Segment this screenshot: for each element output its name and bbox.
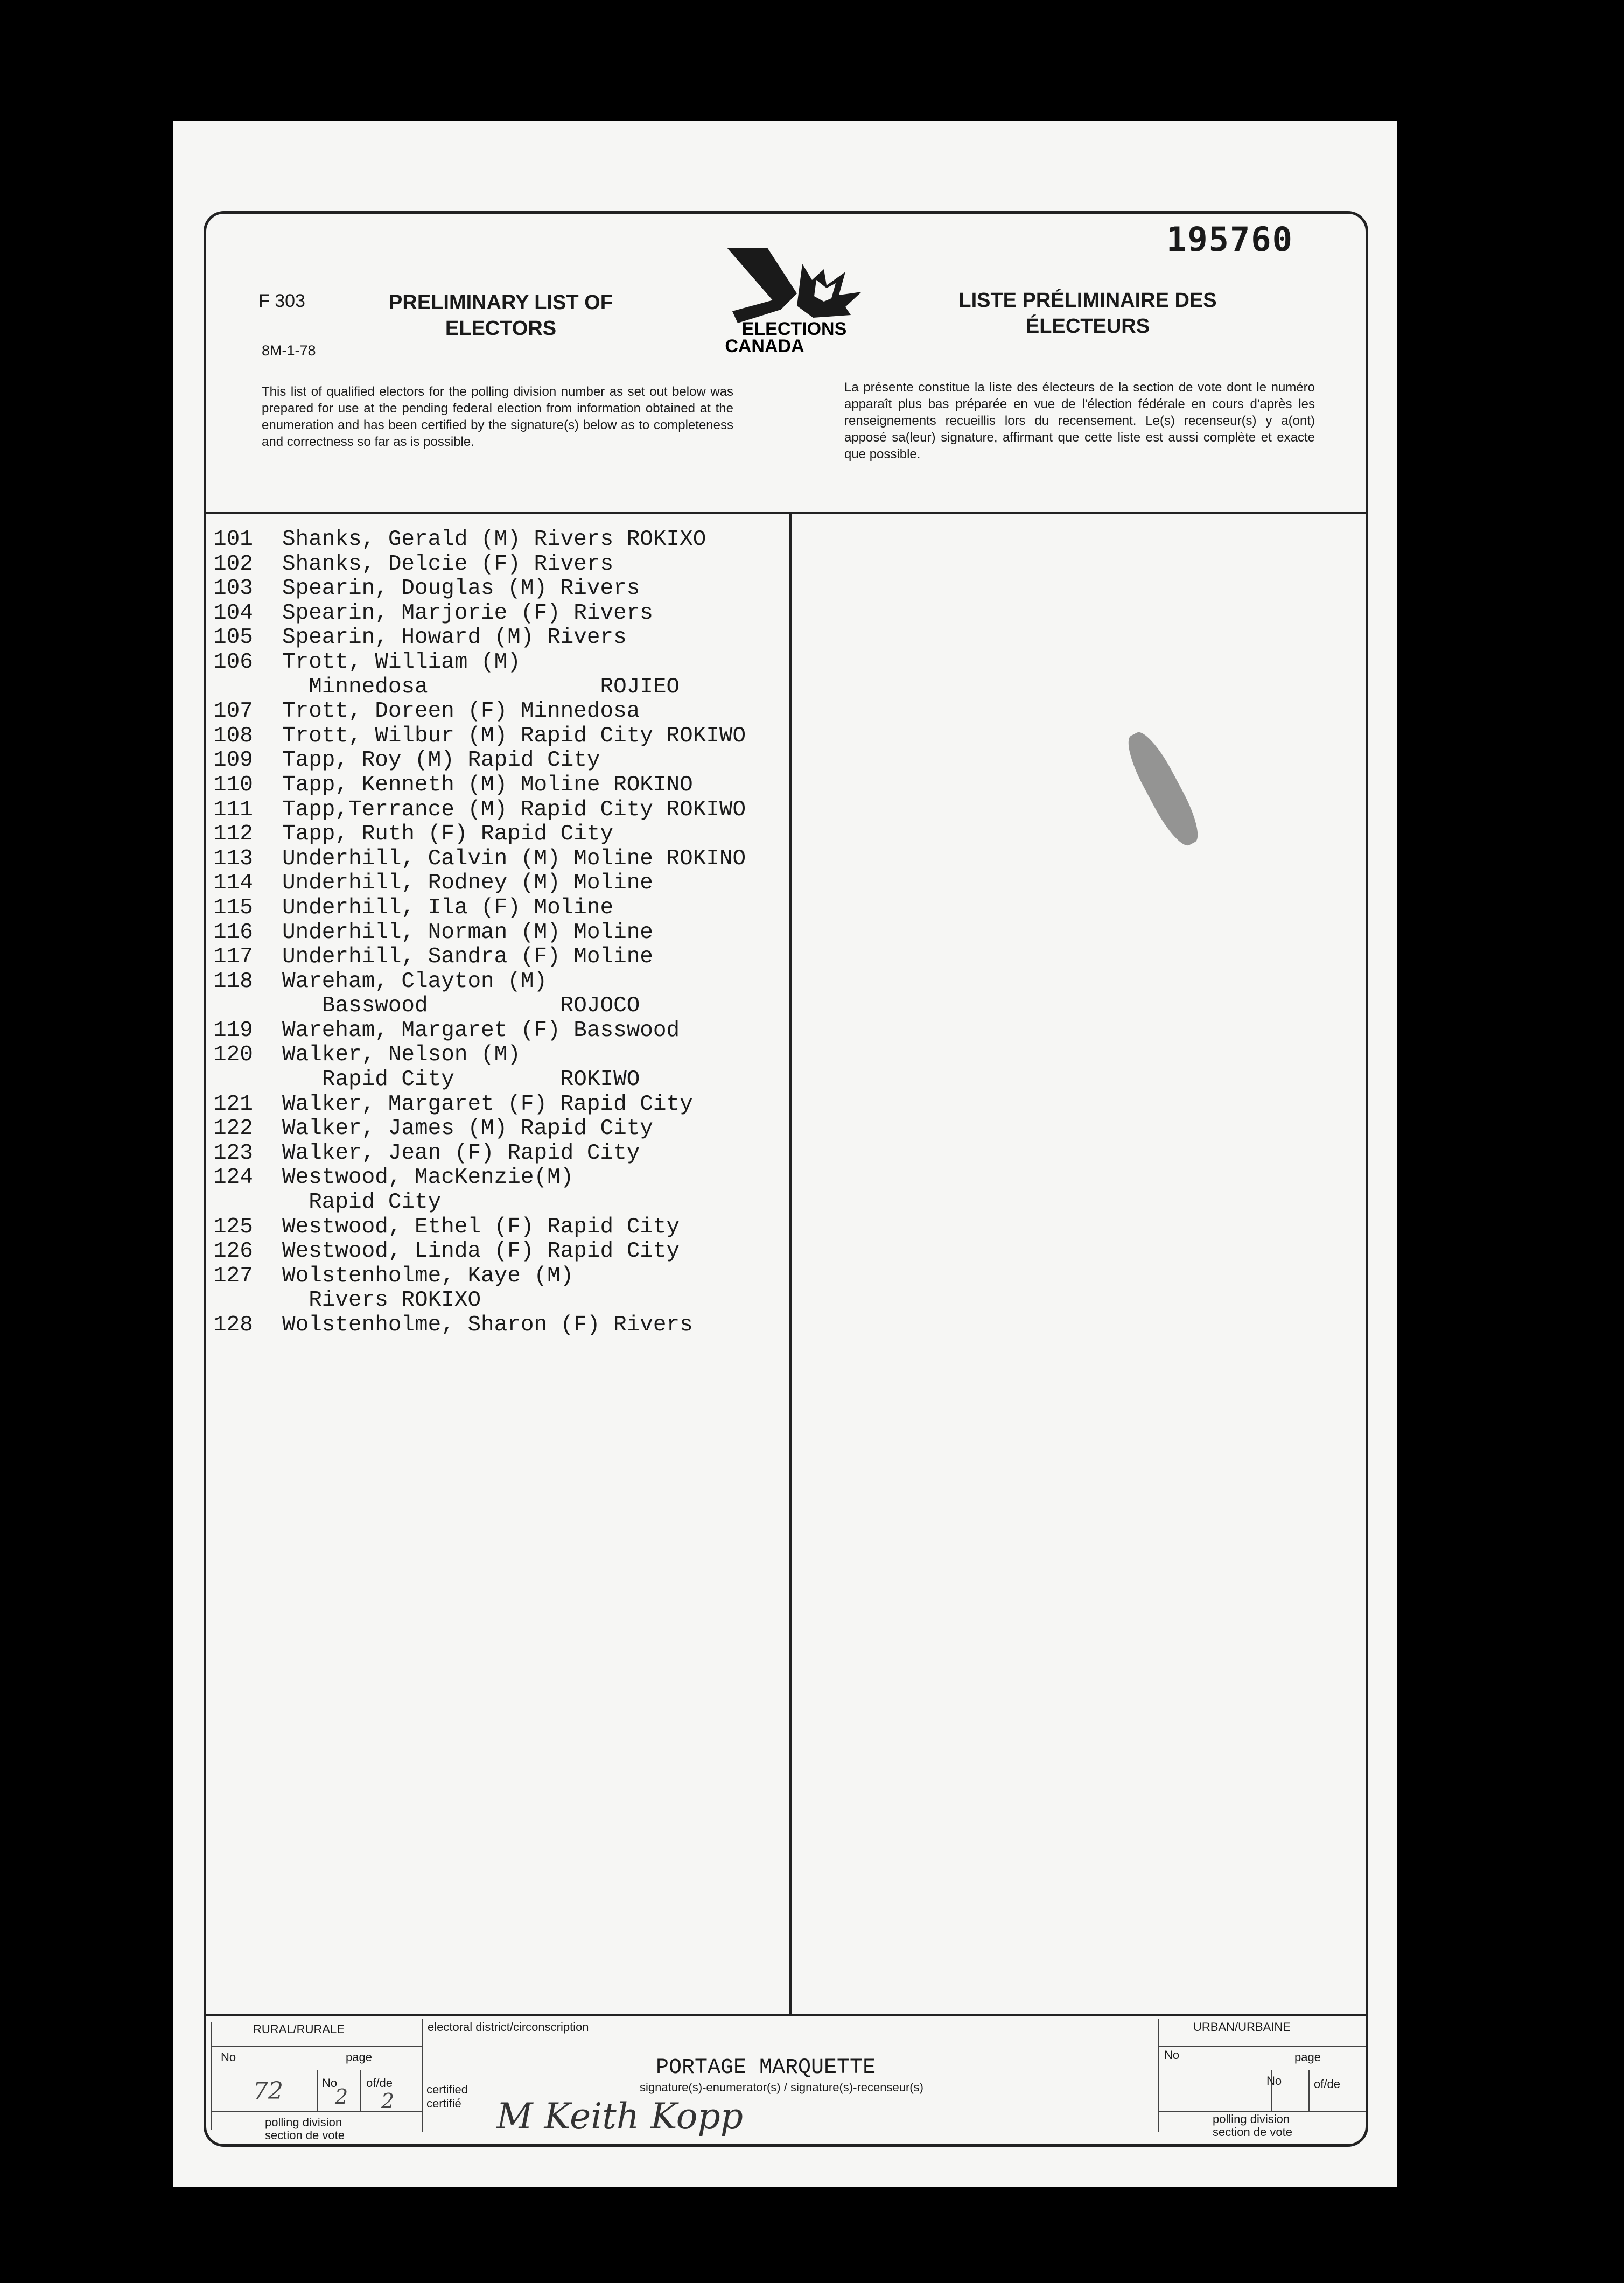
urban-of-label: of/de [1314, 2077, 1340, 2091]
entry-number: 108 [213, 723, 253, 748]
list-item [213, 822, 746, 847]
entry-number: 113 [213, 846, 253, 871]
list-item [213, 650, 746, 675]
entry-number: 126 [213, 1239, 253, 1264]
entry-number: 110 [213, 772, 253, 797]
title-french: LISTE PRÉLIMINAIRE DES ÉLECTEURS [958, 289, 1217, 338]
list-item [213, 1288, 746, 1313]
entry-number: 118 [213, 969, 253, 994]
list-item [213, 699, 746, 724]
elector-list [213, 528, 746, 1338]
entry-text: Trott, Wilbur (M) Rapid City ROKIWO [282, 723, 746, 748]
entry-text: Westwood, Ethel (F) Rapid City [282, 1214, 680, 1239]
urban-no-sub-label: No [1266, 2074, 1282, 2088]
entry-number: 119 [213, 1018, 253, 1043]
urban-polling-division-label: polling division section de vote [1213, 2112, 1292, 2139]
entry-number: 121 [213, 1091, 253, 1117]
header-divider [206, 512, 1366, 514]
entry-text: Spearin, Douglas (M) Rivers [282, 576, 640, 601]
entry-number: 124 [213, 1165, 253, 1190]
rural-no-value: 72 [253, 2077, 283, 2105]
list-item [213, 1043, 746, 1068]
title-english: PRELIMINARY LIST OF ELECTORS [389, 291, 613, 340]
entry-text: Westwood, Linda (F) Rapid City [282, 1239, 680, 1264]
list-item [213, 748, 746, 773]
list-item [213, 601, 746, 626]
entry-text: Wolstenholme, Kaye (M) [282, 1263, 574, 1288]
list-item [213, 847, 746, 872]
entry-number: 127 [213, 1263, 253, 1288]
urban-page-label: page [1294, 2050, 1321, 2064]
entry-number: 116 [213, 920, 253, 945]
entry-number: 114 [213, 871, 253, 896]
form-code: F 303 [258, 291, 305, 311]
list-item [213, 1166, 746, 1190]
entry-text: Spearin, Marjorie (F) Rivers [282, 600, 653, 626]
entry-text: Underhill, Rodney (M) Moline [282, 871, 653, 896]
entry-text: Tapp, Kenneth (M) Moline ROKINO [282, 772, 693, 797]
entry-text: Wareham, Margaret (F) Basswood [282, 1018, 680, 1043]
list-item [213, 626, 746, 650]
footer-divider [206, 2014, 1366, 2016]
rural-polling-division-label: polling division section de vote [265, 2116, 345, 2142]
list-item [213, 1093, 746, 1117]
list-item [213, 724, 746, 749]
urban-no-label: No [1164, 2048, 1180, 2062]
list-item [213, 528, 746, 552]
list-item [213, 1019, 746, 1044]
electoral-district-label: electoral district/circonscription [428, 2020, 589, 2034]
entry-text: Westwood, MacKenzie(M) [282, 1165, 574, 1190]
entry-number: 104 [213, 600, 253, 626]
entry-text: Tapp, Roy (M) Rapid City [282, 748, 600, 773]
list-item [213, 1239, 746, 1264]
entry-text: Walker, Margaret (F) Rapid City [282, 1091, 693, 1117]
enumerator-signature: M Keith Kopp [496, 2096, 744, 2137]
form-date: 8M-1-78 [262, 342, 316, 359]
entry-text: Shanks, Gerald (M) Rivers ROKIXO [282, 527, 706, 552]
entry-number: 125 [213, 1214, 253, 1239]
entry-text: Underhill, Norman (M) Moline [282, 920, 653, 945]
list-item [213, 1142, 746, 1166]
list-item [213, 675, 746, 700]
entry-number: 109 [213, 748, 253, 773]
svg-text:ELECTIONS: ELECTIONS [741, 319, 847, 339]
list-item [213, 896, 746, 921]
intro-english: This list of qualified electors for the polling division number as set out below was prepared for use at the pending federal election from information obtained at the enumeration and has been certified by the signature(s) below as to completeness and correctness so far as is possible. [262, 384, 733, 449]
list-item [213, 773, 746, 798]
entry-text: Underhill, Ila (F) Moline [282, 895, 614, 920]
entry-number: 122 [213, 1116, 253, 1142]
entry-text: Wolstenholme, Sharon (F) Rivers [282, 1313, 693, 1337]
rural-no-label: No [221, 2050, 236, 2064]
column-divider [789, 513, 792, 2014]
rural-page-label: page [346, 2050, 372, 2064]
entry-number: 103 [213, 576, 253, 601]
entry-text: Wareham, Clayton (M) [282, 969, 548, 994]
entry-number: 115 [213, 895, 253, 920]
list-item [213, 1117, 746, 1142]
signature-label: signature(s)-enumerator(s) / signature(s)-recenseur(s) [640, 2081, 923, 2094]
entry-text: Trott, Doreen (F) Minnedosa [282, 699, 640, 724]
list-item [213, 1313, 746, 1338]
entry-number: 102 [213, 551, 253, 577]
entry-text: Spearin, Howard (M) Rivers [282, 625, 627, 650]
rural-page-value: 2 [335, 2085, 348, 2109]
list-item [213, 1068, 746, 1093]
list-item [213, 970, 746, 995]
entry-text: Shanks, Delcie (F) Rivers [282, 551, 614, 577]
list-item [213, 552, 746, 577]
entry-text: Basswood ROJOCO [282, 993, 640, 1019]
list-item [213, 945, 746, 970]
list-item [213, 994, 746, 1019]
entry-number: 106 [213, 649, 253, 675]
entry-text: Walker, Jean (F) Rapid City [282, 1140, 640, 1166]
serial-number: 195760 [1166, 220, 1293, 259]
entry-number: 112 [213, 822, 253, 847]
entry-text: Underhill, Calvin (M) Moline ROKINO [282, 846, 746, 871]
entry-number: 128 [213, 1313, 253, 1337]
rural-of-value: 2 [381, 2089, 395, 2113]
rural-label: RURAL/RURALE [253, 2022, 345, 2036]
entry-number: 101 [213, 527, 253, 552]
entry-number: 107 [213, 699, 253, 724]
list-item [213, 1215, 746, 1240]
entry-text: Rapid City ROKIWO [282, 1067, 640, 1093]
list-item [213, 1190, 746, 1215]
list-item [213, 1264, 746, 1289]
entry-text: Trott, William (M) [282, 649, 521, 675]
svg-text:CANADA: CANADA [725, 336, 804, 355]
list-item [213, 798, 746, 823]
rural-of-label: of/de [366, 2076, 393, 2090]
entry-text: Walker, James (M) Rapid City [282, 1116, 653, 1142]
list-item [213, 871, 746, 896]
entry-number: 123 [213, 1140, 253, 1166]
entry-text: Minnedosa ROJIEO [282, 674, 680, 699]
urban-label: URBAN/URBAINE [1193, 2020, 1291, 2034]
entry-text: Tapp, Ruth (F) Rapid City [282, 822, 614, 847]
entry-text: Tapp,Terrance (M) Rapid City ROKIWO [282, 797, 746, 822]
list-item [213, 921, 746, 946]
elections-canada-logo [716, 242, 872, 355]
entry-text: Walker, Nelson (M) [282, 1042, 521, 1068]
entry-number: 117 [213, 944, 253, 970]
intro-french: La présente constitue la liste des électeurs de la section de vote dont le numéro apparaît plus bas préparée en vue de l'élection fédérale en cours d'après les renseignements recueillis lors du recensement. Le(s) recenseur(s) y a(ont) apposé sa(leur) signature, affirmant que cette liste est aussi complète et exacte que possible. [844, 380, 1315, 461]
entry-number: 105 [213, 625, 253, 650]
district-name: PORTAGE MARQUETTE [656, 2056, 876, 2080]
entry-text: Rivers ROKIXO [282, 1288, 481, 1313]
entry-text: Underhill, Sandra (F) Moline [282, 944, 653, 970]
list-item [213, 577, 746, 601]
certified-label: certified certifié [426, 2083, 468, 2110]
entry-text: Rapid City [282, 1190, 442, 1215]
entry-number: 111 [213, 797, 253, 822]
rural-no-sub-label: No [322, 2076, 338, 2090]
entry-number: 120 [213, 1042, 253, 1068]
